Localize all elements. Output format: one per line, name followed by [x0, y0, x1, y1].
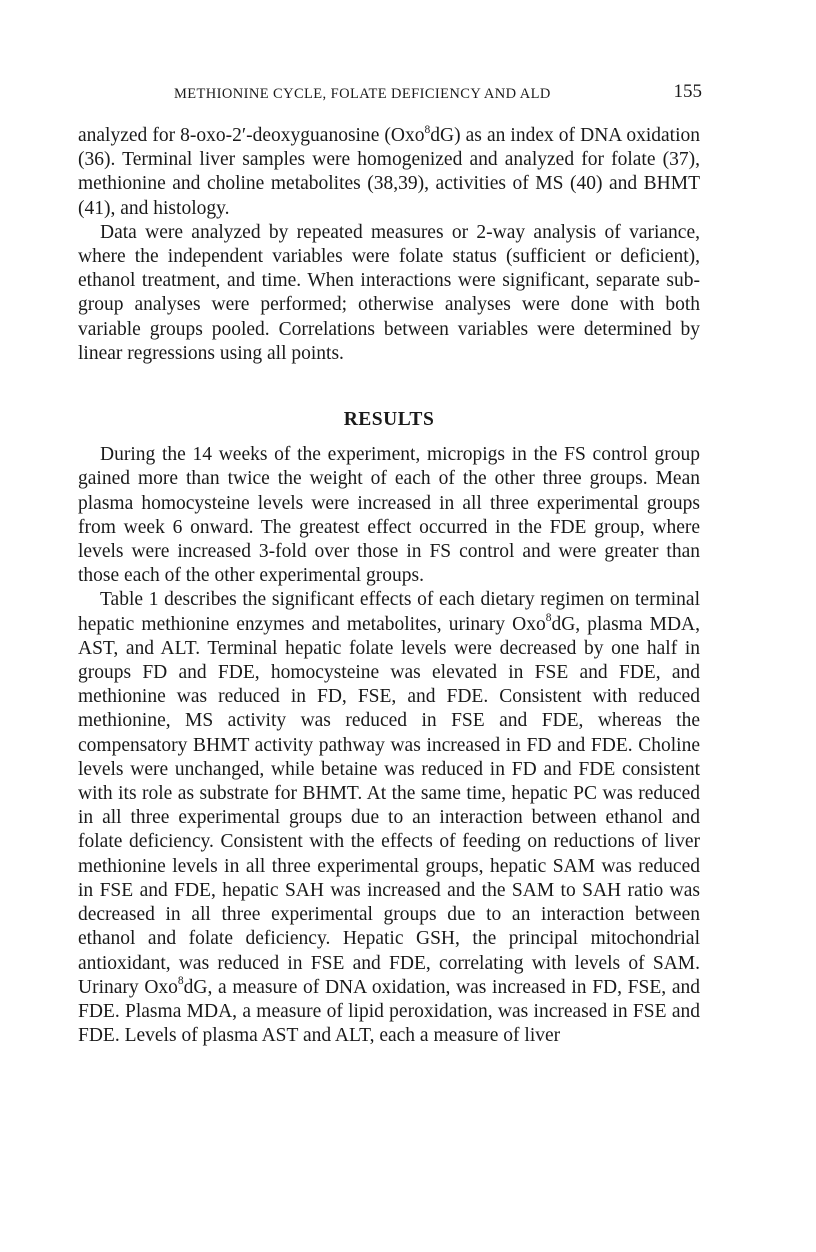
methods-p1-text-a: analyzed for 8-oxo-2′-deoxyguanosine (Oxo — [78, 125, 425, 146]
superscript: 8 — [177, 975, 184, 988]
running-title: METHIONINE CYCLE, FOLATE DEFICIENCY AND ALD — [174, 86, 551, 102]
methods-p1-text-b: dG) as an index of DNA oxidation (36). Terminal liver samples were homogenized and analyzed for folate (37), methionine and choline metabolites (38,39), activities of MS (40) and BHMT (41), and histology. — [78, 125, 701, 219]
results-p2-text-c: dG, a measure of DNA oxidation, was increased in FD, FSE, and FDE. Plasma MDA, a measure of lipid peroxidation, was increased in FSE and FDE. Levels of plasma AST and ALT, each a measure of liver — [78, 976, 700, 1047]
results-paragraph-2 — [78, 588, 700, 1048]
page-number: 155 — [673, 81, 702, 102]
body-text — [78, 124, 700, 1048]
page — [78, 76, 700, 1048]
results-p2-text-b: dG, plasma MDA, AST, and ALT. Terminal hepatic folate levels were decreased by one half in groups FD and FDE, homocysteine was elevated in FSE and FDE, and methionine was reduced in FD, FSE, and FDE. Consistent with reduced methionine, MS activity was reduced in FSE and FDE, whereas the compensatory BHMT activity pathway was increased in FD and FDE. Choline levels were unchanged, while betaine was reduced in FD and FDE consistent with its role as substrate for BHMT. At the same time, hepatic PC was reduced in all three experimental groups due to an interaction between ethanol and folate deficiency. Consistent with the effects of feeding on reductions of liver methionine levels in all three experimental groups, hepatic SAM was reduced in FSE and FDE, hepatic SAH was increased and the SAM to SAH ratio was decreased in all three experimental groups due to an interaction between ethanol and folate deficiency. Hepatic GSH, the principal mitochondrial antioxidant, was reduced in FSE and FDE, correlating with levels of SAM. Urinary Oxo — [78, 613, 700, 998]
results-heading: RESULTS — [343, 409, 435, 431]
methods-paragraph-1 — [78, 124, 700, 221]
results-p2-text-a: Table 1 describes the significant effects of each dietary regimen on terminal hepatic methionine enzymes and metabolites, urinary Oxo — [78, 589, 700, 635]
results-paragraph-1: During the 14 weeks of the experiment, micropigs in the FS control group gained more than twice the weight of each of the other three groups. Mean plasma homocysteine levels were increased in all three experimental groups from week 6 onward. The greatest effect occurred in the FDE group, where levels were increased 3-fold over those in FS control and were greater than those each of the other experimental groups. — [78, 444, 700, 587]
running-header — [78, 76, 700, 108]
superscript: 8 — [545, 612, 552, 625]
superscript: 8 — [424, 123, 431, 136]
methods-paragraph-2: Data were analyzed by repeated measures or 2-way analysis of variance, where the independent variables were folate status (sufficient or deficient), ethanol treatment, and time. When interactions were significant, separate sub-group analyses were performed; otherwise analyses were done with both variable groups pooled. Correlations between variables were determined by linear regressions using all points. — [78, 221, 700, 364]
